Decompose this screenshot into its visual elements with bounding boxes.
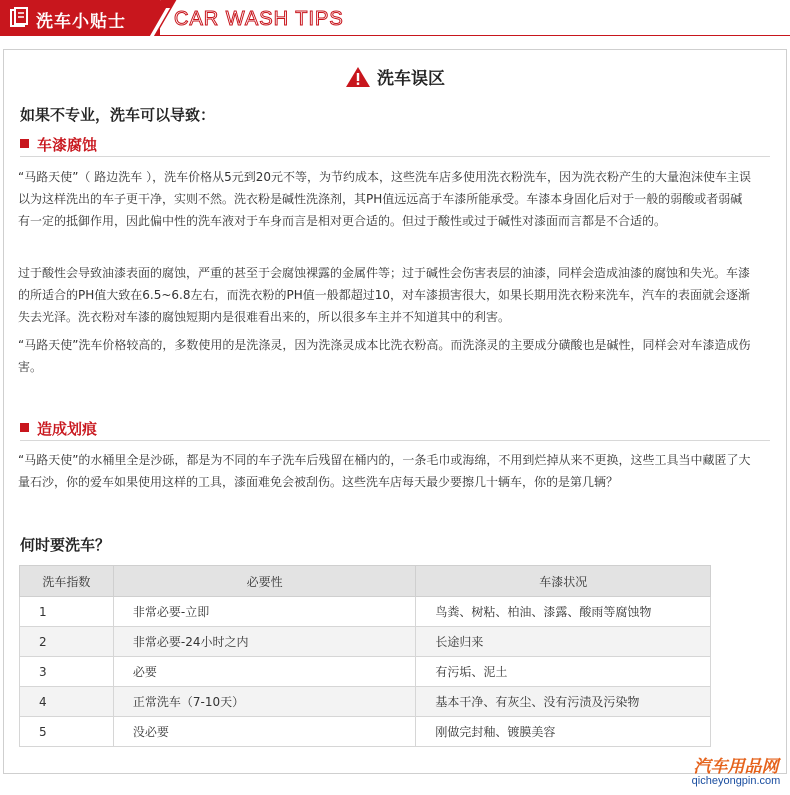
table-header-row xyxy=(20,566,711,597)
table-cell: 鸟粪、树粘、柏油、漆露、酸雨等腐蚀物 xyxy=(416,597,711,627)
column-header: 必要性 xyxy=(113,566,416,597)
topic-heading-scratches xyxy=(20,418,97,439)
table-cell: 有污垢、泥土 xyxy=(416,657,711,687)
table-row xyxy=(20,717,711,747)
table-cell: 刚做完封釉、镀膜美容 xyxy=(416,717,711,747)
column-header: 车漆状况 xyxy=(416,566,711,597)
table-row xyxy=(20,627,711,657)
table-cell: 2 xyxy=(20,627,114,657)
paragraph: “马路天使”洗车价格较高的，多数使用的是洗涤灵，因为洗涤灵成本比洗衣粉高。而洗涤灵的主要成分磺酸也是碱性，同样会对车漆造成伤害。 xyxy=(18,338,751,374)
red-square-bullet xyxy=(20,423,29,432)
table-cell: 5 xyxy=(20,717,114,747)
table-cell: 必要 xyxy=(113,657,416,687)
watermark-name: 汽车用品网 xyxy=(693,757,779,777)
section-title xyxy=(0,64,790,89)
paragraph: “马路天使”的水桶里全是沙砾，都是为不同的车子洗车后残留在桶内的，一条毛巾或海绵，不用到烂掉从来不更换，这些工具当中藏匿了大量石沙，你的爱车如果使用这样的工具，漆面难免会被刮伤。这些洗车店每天最少要擦几十辆车，你的是第几辆？ xyxy=(18,453,751,489)
topic-heading-text: 车漆腐蚀 xyxy=(37,136,98,154)
book-icon xyxy=(8,7,30,29)
topic-divider xyxy=(20,156,770,157)
header-banner xyxy=(0,0,790,40)
table-cell: 正常洗车（7-10天） xyxy=(113,687,416,717)
table-cell: 基本干净、有灰尘、没有污渍及污染物 xyxy=(416,687,711,717)
table-cell: 没必要 xyxy=(113,717,416,747)
table-cell: 非常必要-立即 xyxy=(113,597,416,627)
topic-heading-text: 造成划痕 xyxy=(37,420,98,438)
topic-heading-corrosion xyxy=(20,134,97,155)
table-row xyxy=(20,687,711,717)
wash-index-table xyxy=(19,565,711,747)
header-title: 洗车小贴士 xyxy=(36,12,126,32)
intro-heading: 如果不专业，洗车可以导致： xyxy=(20,106,216,124)
site-watermark xyxy=(684,752,788,787)
table-cell: 3 xyxy=(20,657,114,687)
table-cell: 非常必要-24小时之内 xyxy=(113,627,416,657)
table-cell: 长途归来 xyxy=(416,627,711,657)
table-cell: 4 xyxy=(20,687,114,717)
column-header: 洗车指数 xyxy=(20,566,114,597)
header-subtitle-en: CAR WASH TIPS xyxy=(174,8,344,30)
table-row xyxy=(20,597,711,627)
when-heading: 何时要洗车？ xyxy=(20,536,111,554)
paragraph: “马路天使”（ 路边洗车 ），洗车价格从5元到20元不等，为节约成本，这些洗车店多使用洗衣粉洗车，因为洗衣粉产生的大量泡沫使车主误以为这样洗出的车子更干净，实则不然。洗衣粉是碱性洗涤剂，其PH值远远高于车漆所能承受。车漆本身固化后对于一般的弱酸或者弱碱有一定的抵御作用，因此偏中性的洗车液对于车身而言是相对更合适的。但过于酸性或过于碱性对漆面而言都是不合适的。 xyxy=(18,170,751,228)
paragraph: 过于酸性会导致油漆表面的腐蚀，严重的甚至于会腐蚀裸露的金属件等；过于碱性会伤害表层的油漆，同样会造成油漆的腐蚀和失光。车漆的所适合的PH值大致在6.5~6.8左右，而洗衣粉的PH值一般都超过10，对车漆损害很大，如果长期用洗衣粉来洗车，汽车的表面就会逐渐失去光泽。洗衣粉对车漆的腐蚀短期内是很难看出来的，所以很多车主并不知道其中的利害。 xyxy=(18,266,751,324)
table-cell: 1 xyxy=(20,597,114,627)
red-square-bullet xyxy=(20,139,29,148)
section-title-text: 洗车误区 xyxy=(377,69,445,89)
watermark-url: qicheyongpin.com xyxy=(691,775,781,787)
table-row xyxy=(20,657,711,687)
warning-triangle-icon xyxy=(345,66,371,88)
header-underline xyxy=(160,35,790,36)
topic-divider xyxy=(20,440,770,441)
